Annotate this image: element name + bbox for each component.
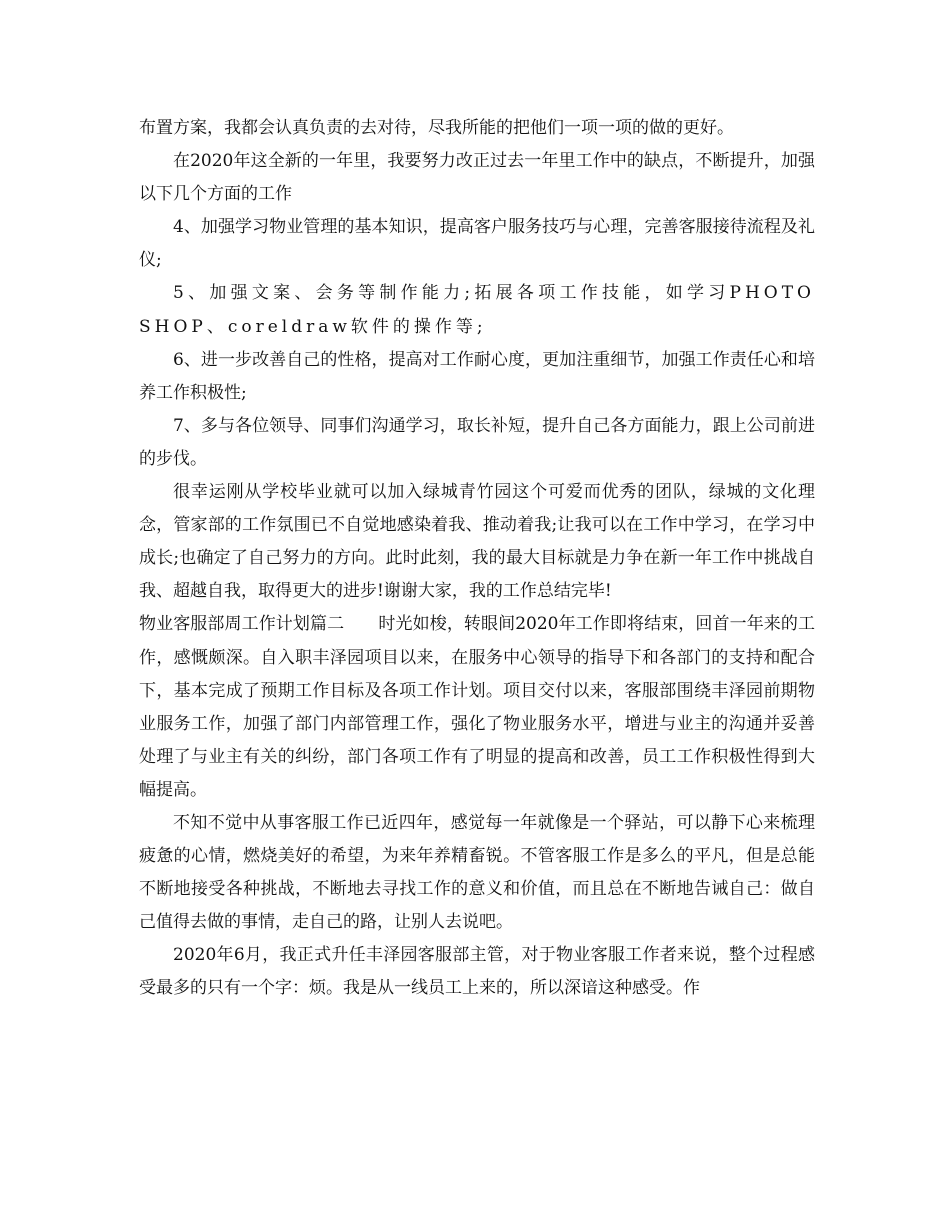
document-page [139, 112, 815, 1006]
list-item-7: 7、多与各位领导、同事们沟通学习，取长补短，提升自己各方面能力，跟上公司前进的步伐。 [139, 415, 815, 469]
list-item-4: 4、加强学习物业管理的基本知识，提高客户服务技巧与心理，完善客服接待流程及礼仪; [139, 217, 815, 271]
list-item-5: 5、加强文案、会务等制作能力;拓展各项工作技能，如学习PHOTOSHOP、coreldraw软件的操作等; [139, 283, 815, 337]
paragraph-closing: 很幸运刚从学校毕业就可以加入绿城青竹园这个可爱而优秀的团队，绿城的文化理念，管家部的工作氛围已不自觉地感染着我、推动着我;让我可以在工作中学习，在学习中成长;也确定了自己努力的方向。此时此刻，我的最大目标就是力争在新一年工作中挑战自我、超越自我，取得更大的进步!谢谢大家，我的工作总结完毕! [139, 482, 815, 602]
paragraph-section-two: 物业客服部周工作计划篇二 时光如梭，转眼间2020年工作即将结束，回首一年来的工作，感慨颇深。自入职丰泽园项目以来，在服务中心领导的指导下和各部门的支持和配合下，基本完成了预期工作目标及各项工作计划。项目交付以来，客服部围绕丰泽园前期物业服务工作，加强了部门内部管理工作，强化了物业服务水平，增进与业主的沟通并妥善处理了与业主有关的纠纷，部门各项工作有了明显的提高和改善，员工工作积极性得到大幅提高。 [139, 614, 815, 800]
paragraph-new-year-goals: 在2020年这全新的一年里，我要努力改正过去一年里工作中的缺点，不断提升，加强以下几个方面的工作 [139, 151, 815, 205]
paragraph-continuation: 布置方案，我都会认真负责的去对待，尽我所能的把他们一项一项的做的更好。 [139, 118, 734, 138]
paragraph-reflection: 不知不觉中从事客服工作已近四年，感觉每一年就像是一个驿站，可以静下心来梳理疲惫的心情，燃烧美好的希望，为来年养精畜锐。不管客服工作是多么的平凡，但是总能不断地接受各种挑战，不断地去寻找工作的意义和价值，而且总在不断地告诫自己：做自己值得去做的事情，走自己的路，让别人去说吧。 [139, 812, 815, 933]
list-item-6: 6、进一步改善自己的性格，提高对工作耐心度，更加注重细节，加强工作责任心和培养工作积极性; [139, 349, 815, 403]
paragraph-promotion: 2020年6月，我正式升任丰泽园客服部主管，对于物业客服工作者来说，整个过程感受最多的只有一个字：烦。我是从一线员工上来的，所以深谙这种感受。作 [139, 945, 815, 999]
